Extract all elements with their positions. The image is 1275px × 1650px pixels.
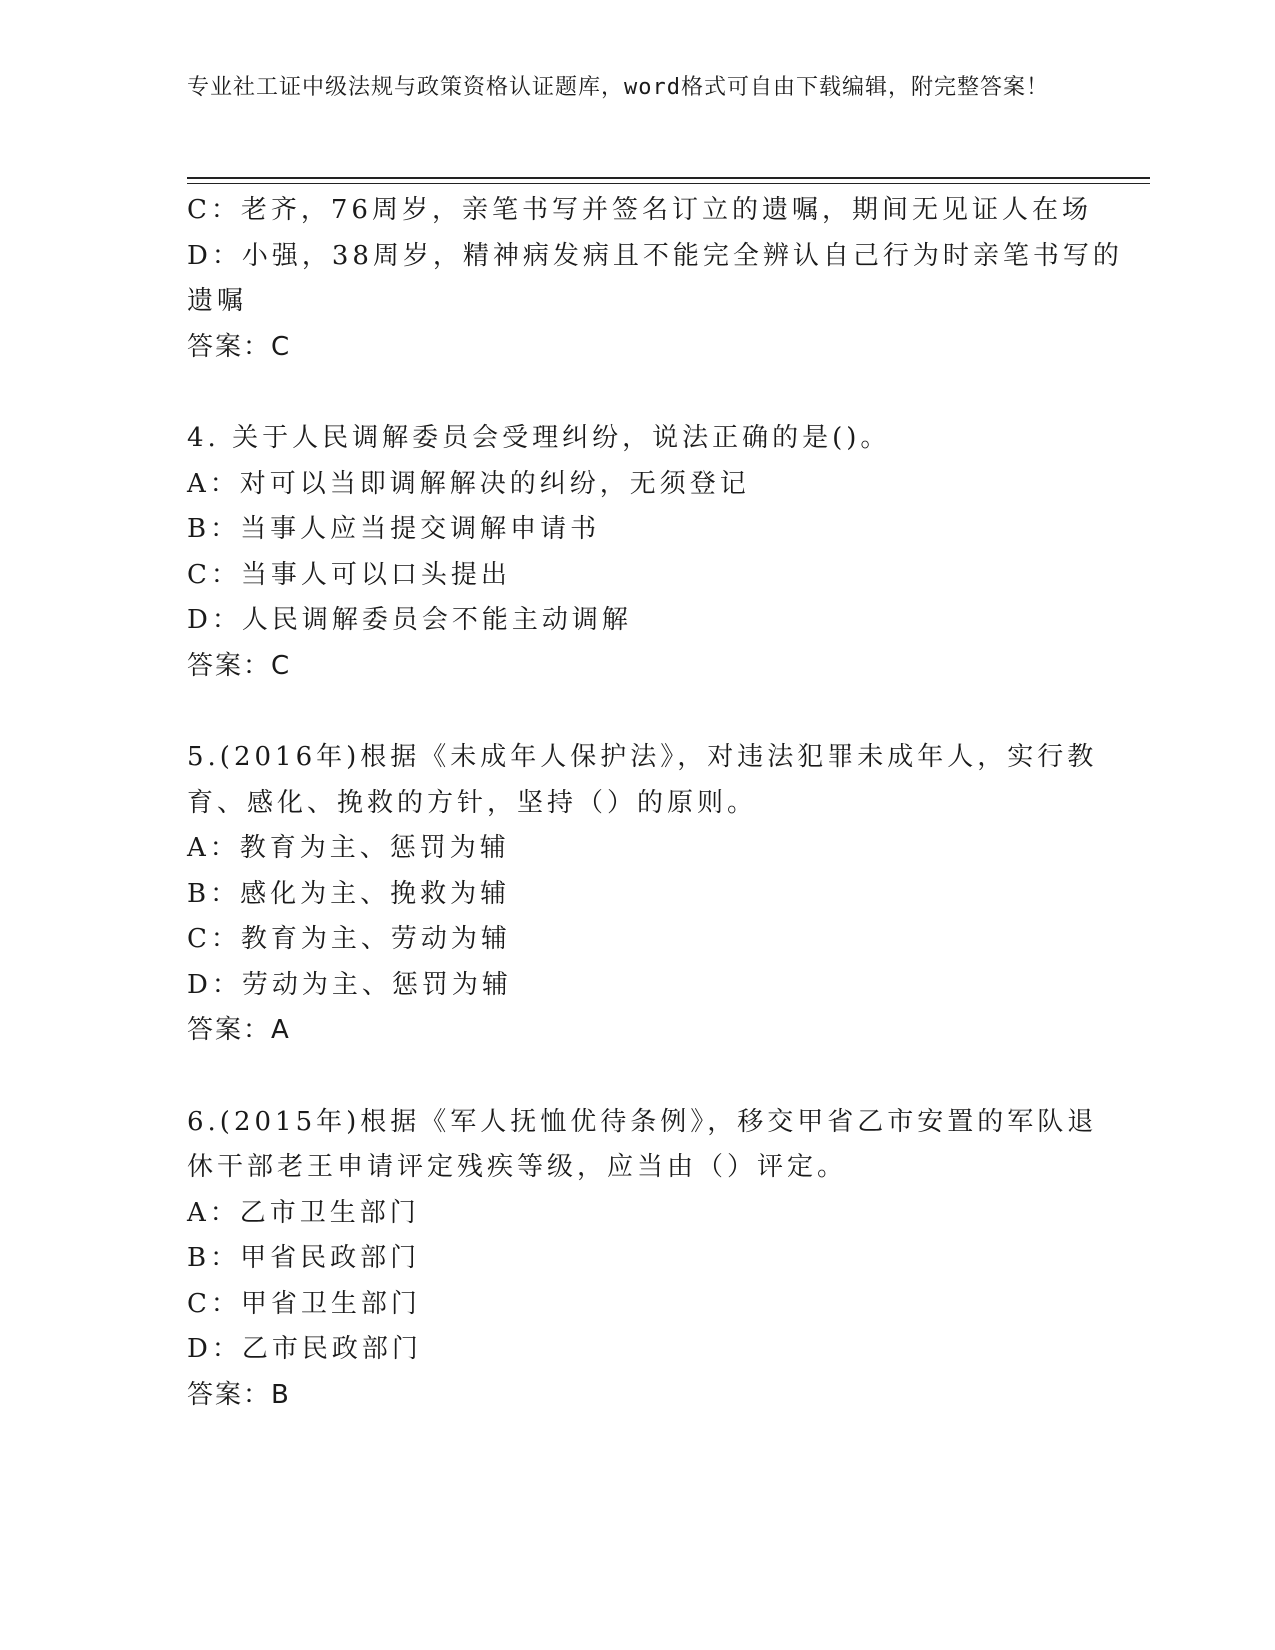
page-header: 专业社工证中级法规与政策资格认证题库，word格式可自由下载编辑，附完整答案！	[187, 75, 1049, 100]
question-text-line-1: 5.(2016年)根据《未成年人保护法》，对违法犯罪未成年人，实行教	[187, 742, 1098, 772]
option-d: D：乙市民政部门	[187, 1334, 422, 1364]
question-text: 4. 关于人民调解委员会受理纠纷，说法正确的是()。	[187, 423, 891, 453]
answer: 答案：B	[187, 1379, 291, 1410]
header-divider-thin	[187, 183, 1150, 184]
option-a: A：教育为主、惩罚为辅	[187, 833, 510, 863]
option-c: C：甲省卫生部门	[187, 1288, 421, 1319]
question-3-tail	[187, 188, 1123, 370]
option-b: B：当事人应当提交调解申请书	[187, 514, 601, 544]
option-a: A：乙市卫生部门	[187, 1197, 420, 1228]
question-text-line-2: 育、感化、挽救的方针，坚持（）的原则。	[187, 787, 758, 818]
question-text-line-2: 休干部老王申请评定残疾等级，应当由（）评定。	[187, 1152, 848, 1182]
spacer	[187, 370, 1087, 416]
option-c: C：老齐，76周岁，亲笔书写并签名订立的遗嘱，期间无见证人在场	[187, 195, 1092, 225]
answer: 答案：C	[187, 331, 292, 362]
question-4	[187, 416, 1087, 689]
option-d-line-2: 遗嘱	[187, 286, 248, 316]
option-c: C：教育为主、劳动为辅	[187, 924, 511, 954]
question-6	[187, 1100, 1098, 1419]
option-d: D：劳动为主、惩罚为辅	[187, 969, 512, 1000]
option-d-line-1: D：小强，38周岁，精神病发病且不能完全辨认自己行为时亲笔书写的	[187, 240, 1123, 271]
question-text-line-1: 6.(2015年)根据《军人抚恤优待条例》，移交甲省乙市安置的军队退	[187, 1106, 1098, 1137]
answer: 答案：C	[187, 650, 292, 681]
option-d: D：人民调解委员会不能主动调解	[187, 605, 632, 635]
question-list	[187, 188, 1123, 1418]
question-5	[187, 735, 1098, 1054]
header-divider-thick	[187, 177, 1150, 179]
spacer	[187, 689, 1087, 735]
option-b: B：感化为主、挽救为辅	[187, 878, 511, 909]
option-c: C：当事人可以口头提出	[187, 559, 511, 590]
answer: 答案：A	[187, 1015, 291, 1045]
option-a: A：对可以当即调解解决的纠纷，无须登记	[187, 468, 750, 499]
spacer	[187, 1054, 1087, 1100]
option-b: B：甲省民政部门	[187, 1243, 421, 1273]
